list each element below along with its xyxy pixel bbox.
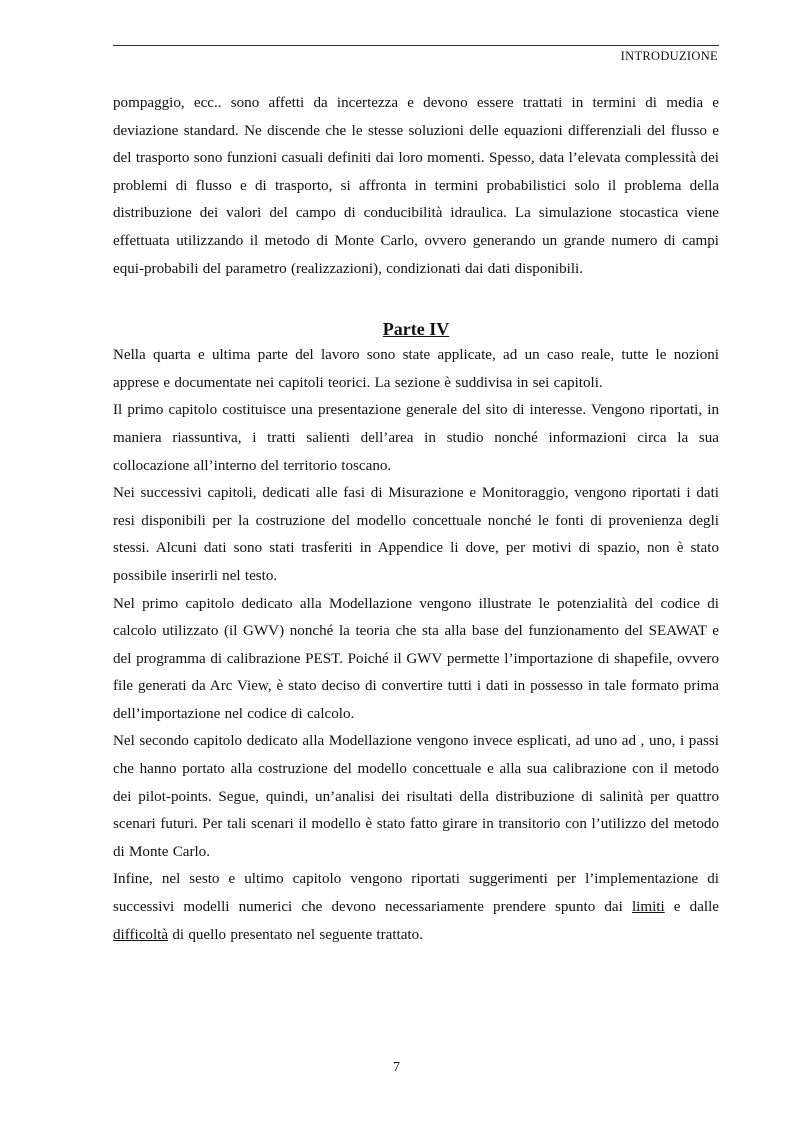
underlined-word-difficolta: difficoltà: [113, 926, 169, 943]
page-number: 7: [393, 1060, 400, 1075]
header-rule: [113, 45, 719, 46]
page-body: [113, 90, 719, 949]
paragraph-text: Infine, nel sesto e ultimo capitolo vengono riportati suggerimenti per l’implementazione di successivi modelli numerici che devono necessariamente prendere spunto dai: [113, 871, 719, 916]
paragraph-text: di quello presentato nel seguente trattato.: [168, 926, 423, 943]
underlined-word-limiti: limiti: [631, 899, 665, 916]
body-paragraph-3: Nei successivi capitoli, dedicati alle fasi di Misurazione e Monitoraggio, vengono riportati i dati resi disponibili per la costruzione del modello concettuale nonché le fonti di provenienza degli stessi. Alcuni dati sono stati trasferiti in Appendice li dove, per motivi di spazio, non è stato possibile inserirli nel testo.: [113, 485, 719, 584]
intro-paragraph: pompaggio, ecc.. sono affetti da incertezza e devono essere trattati in termini di media e deviazione standard. Ne discende che le stesse soluzioni delle equazioni differenziali del flusso e del trasporto sono funzioni casuali definiti dai loro momenti. Spesso, data l’elevata complessità dei problemi di flusso e di trasporto, si affronta in termini probabilistici solo il problema della distribuzione dei valori del campo di conducibilità idraulica. La simulazione stocastica viene effettuata utilizzando il metodo di Monte Carlo, ovvero generando un grande numero di campi equi-probabili del parametro (realizzazioni), condizionati dai dati disponibili.: [113, 95, 719, 277]
running-header: INTRODUZIONE: [620, 49, 718, 63]
body-paragraph-6: [113, 866, 719, 949]
body-paragraph-2: Il primo capitolo costituisce una presentazione generale del sito di interesse. Vengono riportati, in maniera riassuntiva, i tratti salienti dell’area in studio nonché informazioni circa la sua collocazione all’interno del territorio toscano.: [113, 402, 719, 474]
body-paragraph-1: Nella quarta e ultima parte del lavoro sono state applicate, ad un caso reale, tutte le nozioni apprese e documentate nei capitoli teorici. La sezione è suddivisa in sei capitoli.: [113, 347, 719, 391]
body-paragraph-4: Nel primo capitolo dedicato alla Modellazione vengono illustrate le potenzialità del codice di calcolo utilizzato (il GWV) nonché la teoria che sta alla base del funzionamento del SEAWAT e del programma di calibrazione PEST. Poiché il GWV permette l’importazione di shapefile, ovvero file generati da Arc View, è stato deciso di convertire tutti i dati in possesso in tale formato prima dell’importazione nel codice di calcolo.: [113, 595, 719, 722]
body-paragraph-5: Nel secondo capitolo dedicato alla Modellazione vengono invece esplicati, ad uno ad , uno, i passi che hanno portato alla costruzione del modello concettuale e alla sua calibrazione con il metodo dei pilot-points. Segue, quindi, un’analisi dei risultati della distribuzione di salinità per quattro scenari futuri. Per tali scenari il modello è stato fatto girare in transitorio con l’utilizzo del metodo di Monte Carlo.: [113, 733, 719, 860]
paragraph-text: e dalle: [664, 899, 719, 916]
section-title: Parte IV: [382, 319, 450, 340]
